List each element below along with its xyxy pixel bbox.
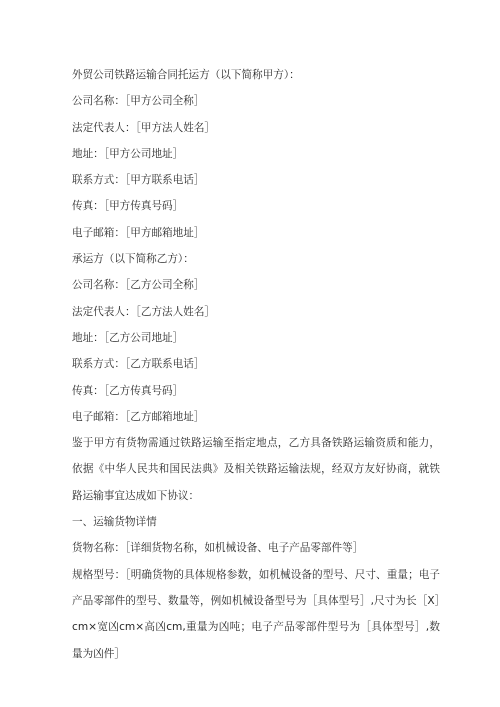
carrier-legal-representative: 法定代表人：［乙方法人姓名］ xyxy=(72,305,216,318)
shipper-email: 电子邮箱：［甲方邮箱地址］ xyxy=(72,226,205,239)
carrier-email: 电子邮箱：［乙方邮箱地址］ xyxy=(72,410,205,423)
carrier-company-name: 公司名称：［乙方公司全称］ xyxy=(72,279,205,292)
carrier-contact: 联系方式：［乙方联系电话］ xyxy=(72,358,205,371)
intro-paragraph: 鉴于甲方有货物需通过铁路运输至指定地点，乙方具备铁路运输资质和能力，依据《中华人民共和国民法典》及相关铁路运输法规，经双方友好协商，就铁路运输事宜达成如下协议： xyxy=(72,437,440,502)
shipper-contact: 联系方式：［甲方联系电话］ xyxy=(72,174,205,187)
section-heading: 一、运输货物详情 xyxy=(72,516,157,529)
shipper-address: 地址：［甲方公司地址］ xyxy=(72,147,184,160)
carrier-address: 地址：［乙方公司地址］ xyxy=(72,331,184,344)
goods-name: 货物名称：［详细货物名称，如机械设备、电子产品零部件等］ xyxy=(72,542,364,555)
carrier-fax: 传真：［乙方传真号码］ xyxy=(72,384,184,397)
document-body xyxy=(72,62,440,667)
shipper-fax: 传真：［甲方传真号码］ xyxy=(72,200,184,213)
shipper-legal-representative: 法定代表人：［甲方法人姓名］ xyxy=(72,121,216,134)
shipper-heading: 外贸公司铁路运输合同托运方（以下简称甲方）： xyxy=(72,69,300,81)
spec-paragraph: 规格型号：［明确货物的具体规格参数，如机械设备的型号、尺寸、重量；电子产品零部件的型号、数量等，例如机械设备型号为［具体型号］,尺寸为长［X］cm×宽凶cm×高凶cm,重量为凶吨；电子产品零部件型号为［具体型号］,数量为凶件］ xyxy=(72,568,440,660)
carrier-heading: 承运方（以下简称乙方）： xyxy=(72,253,194,266)
shipper-company-name: 公司名称：［甲方公司全称］ xyxy=(72,95,205,108)
